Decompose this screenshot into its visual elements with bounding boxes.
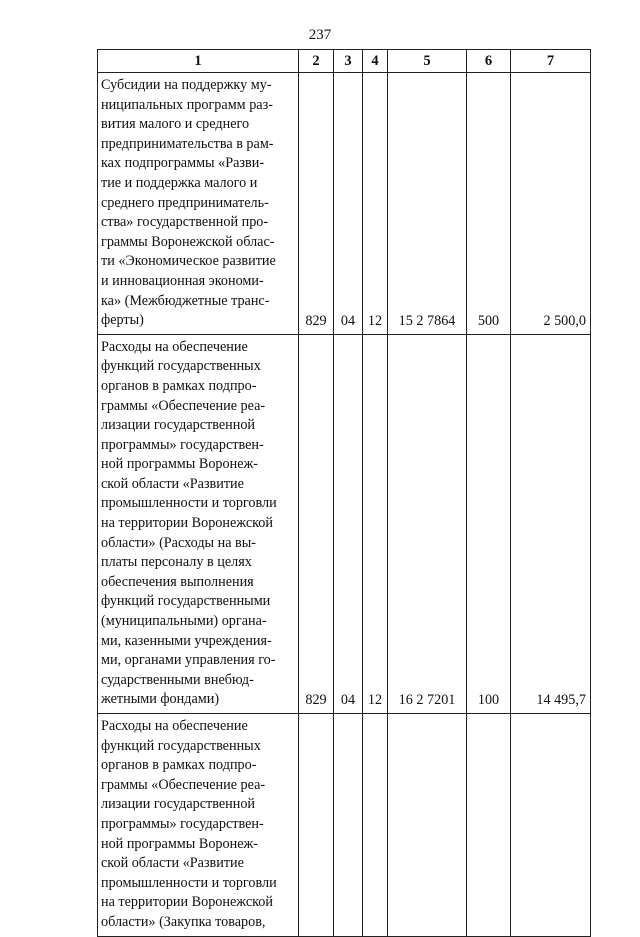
header-col-1: 1 xyxy=(98,50,299,73)
section-code: 04 xyxy=(334,73,363,335)
description-line: среднего предприниматель- xyxy=(101,194,269,211)
ministry-code: 829 xyxy=(299,334,334,713)
description-line: граммы Воронежской облас- xyxy=(101,233,275,250)
header-col-6: 6 xyxy=(467,50,511,73)
table-row xyxy=(98,334,591,713)
ministry-code xyxy=(299,714,334,937)
header-col-3: 3 xyxy=(334,50,363,73)
description-line: ной программы Воронеж- xyxy=(101,456,259,473)
ministry-code: 829 xyxy=(299,73,334,335)
description-line: области» (Расходы на вы- xyxy=(101,534,257,551)
description-line: промышленности и торговли xyxy=(101,495,277,512)
description-line: программы» государствен- xyxy=(101,436,264,453)
description-line: ниципальных программ раз- xyxy=(101,96,273,113)
section-code: 04 xyxy=(334,334,363,713)
expense-type-code: 500 xyxy=(467,73,511,335)
description-line: и инновационная экономи- xyxy=(101,272,264,289)
description-line: на территории Воронежской xyxy=(101,515,273,532)
row-description xyxy=(98,73,299,335)
description-line: платы персоналу в целях xyxy=(101,554,252,571)
description-line: вития малого и среднего xyxy=(101,116,250,133)
header-col-5: 5 xyxy=(388,50,467,73)
description-line: лизации государственной xyxy=(101,417,256,434)
description-line: предпринимательства в рам- xyxy=(101,135,274,152)
amount: 14 495,7 xyxy=(511,334,591,713)
description-line: на территории Воронежской xyxy=(101,894,273,911)
description-line: жетными фондами) xyxy=(101,691,220,708)
description-line: ках подпрограммы «Разви- xyxy=(101,155,265,172)
amount: 2 500,0 xyxy=(511,73,591,335)
amount xyxy=(511,714,591,937)
description-line: Расходы на обеспечение xyxy=(101,338,248,355)
description-line: граммы «Обеспечение реа- xyxy=(101,776,266,793)
header-col-4: 4 xyxy=(363,50,388,73)
description-line: области» (Закупка товаров, xyxy=(101,913,266,930)
section-code xyxy=(334,714,363,937)
description-line: ми, органами управления го- xyxy=(101,652,276,669)
header-col-2: 2 xyxy=(299,50,334,73)
description-line: (муниципальными) органа- xyxy=(101,613,267,630)
subsection-code xyxy=(363,714,388,937)
description-line: органов в рамках подпро- xyxy=(101,377,257,394)
row-description xyxy=(98,714,299,937)
header-col-7: 7 xyxy=(511,50,591,73)
description-line: лизации государственной xyxy=(101,796,256,813)
header-row xyxy=(98,50,591,73)
description-line: тие и поддержка малого и xyxy=(101,174,258,191)
description-line: Субсидии на поддержку му- xyxy=(101,77,272,93)
subsection-code: 12 xyxy=(363,73,388,335)
description-line: ферты) xyxy=(101,312,144,329)
description-line: функций государственными xyxy=(101,593,271,610)
table-row xyxy=(98,73,591,335)
description-line: обеспечения выполнения xyxy=(101,573,254,590)
description-line: ка» (Межбюджетные транс- xyxy=(101,292,270,309)
expense-type-code: 100 xyxy=(467,334,511,713)
description-line: ской области «Развитие xyxy=(101,855,244,872)
table-row xyxy=(98,714,591,937)
target-article-code: 15 2 7864 xyxy=(388,73,467,335)
description-line: ской области «Развитие xyxy=(101,475,244,492)
description-line: граммы «Обеспечение реа- xyxy=(101,397,266,414)
description-line: ми, казенными учреждения- xyxy=(101,632,272,649)
description-line: органов в рамках подпро- xyxy=(101,757,257,774)
row-description xyxy=(98,334,299,713)
description-line: Расходы на обеспечение xyxy=(101,718,248,734)
budget-table xyxy=(97,49,591,937)
target-article-code: 16 2 7201 xyxy=(388,334,467,713)
target-article-code xyxy=(388,714,467,937)
description-line: функций государственных xyxy=(101,737,261,754)
description-line: промышленности и торговли xyxy=(101,874,277,891)
description-line: ти «Экономическое развитие xyxy=(101,253,276,270)
description-line: ства» государственной про- xyxy=(101,214,269,231)
subsection-code: 12 xyxy=(363,334,388,713)
description-line: ной программы Воронеж- xyxy=(101,835,259,852)
description-line: программы» государствен- xyxy=(101,815,264,832)
description-line: сударственными внебюд- xyxy=(101,671,254,688)
expense-type-code xyxy=(467,714,511,937)
page-number: 237 xyxy=(308,27,332,43)
description-line: функций государственных xyxy=(101,358,261,375)
